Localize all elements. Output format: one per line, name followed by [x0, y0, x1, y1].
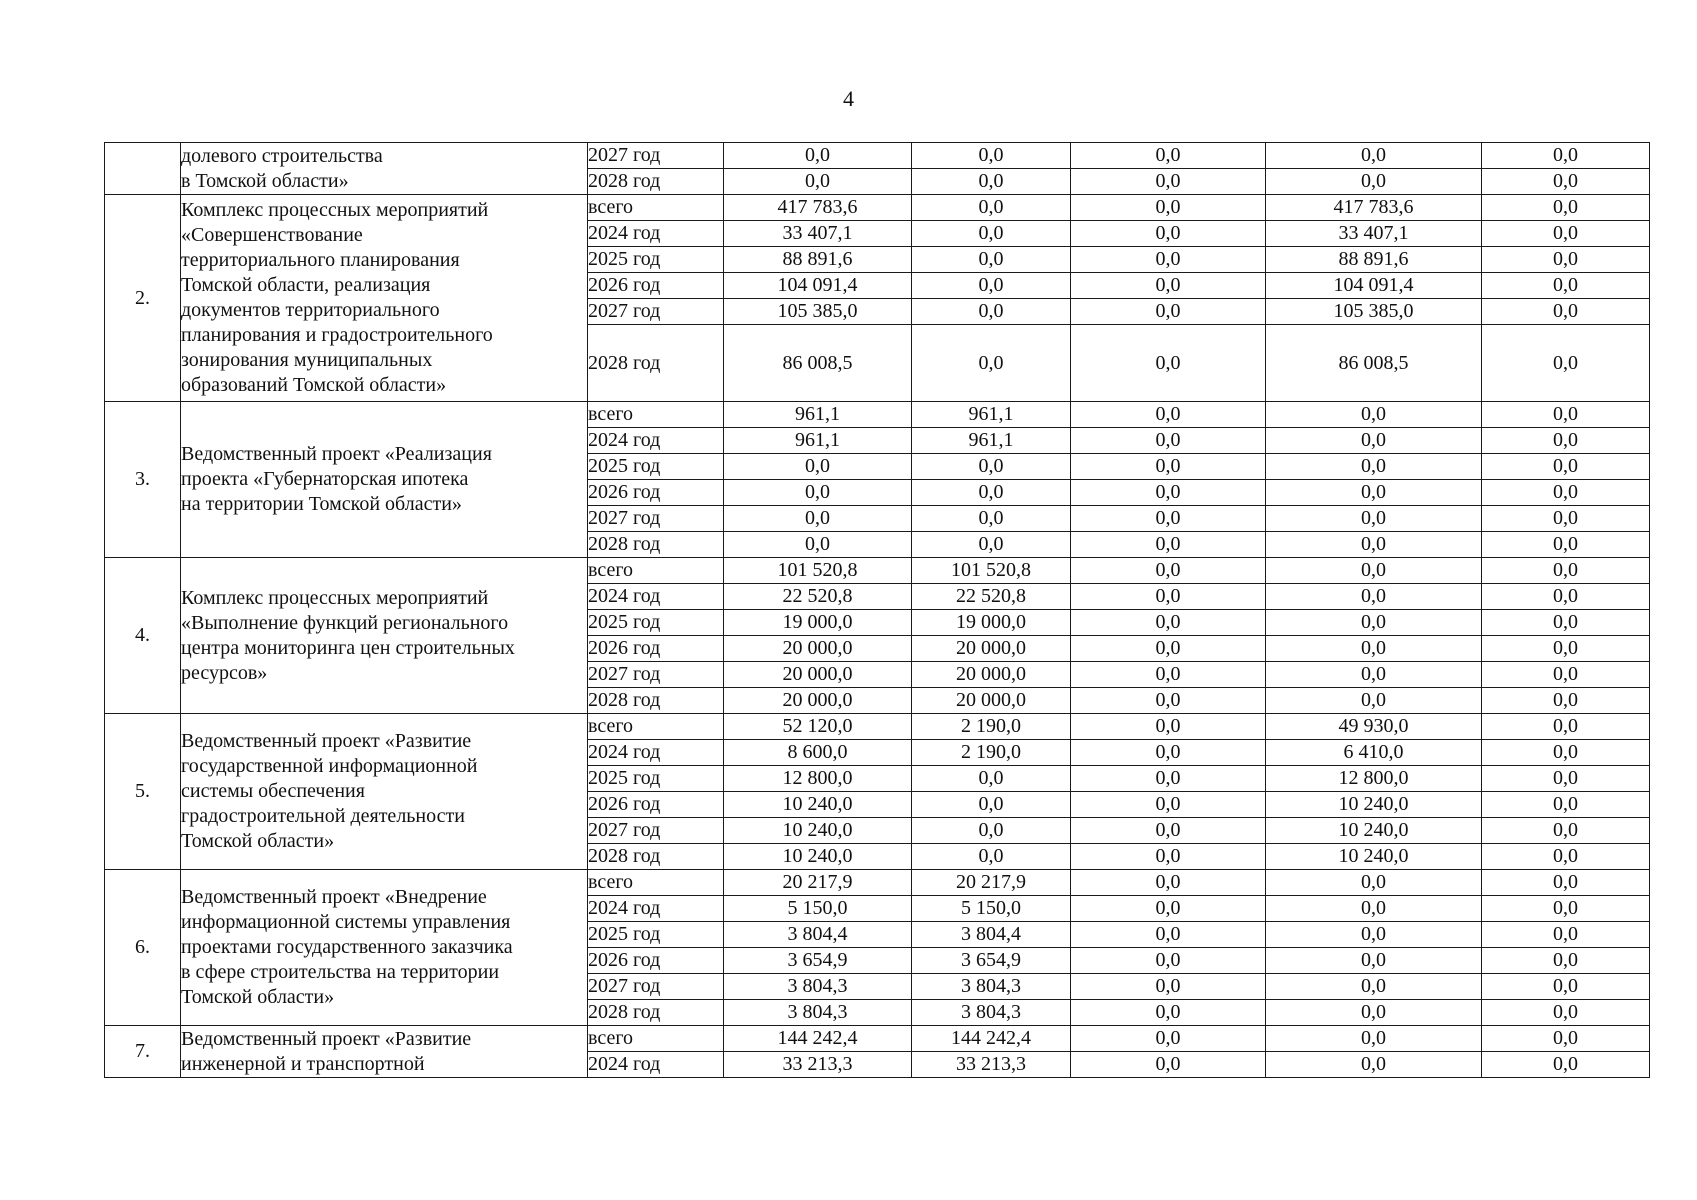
value-col-3-cell: 0,0	[1071, 143, 1266, 169]
value-col-2-cell: 20 000,0	[912, 662, 1071, 688]
year-cell: 2025 год	[588, 922, 724, 948]
year-cell: 2027 год	[588, 662, 724, 688]
measure-name-cell	[181, 195, 588, 402]
value-col-2-cell: 0,0	[912, 480, 1071, 506]
value-col-3-cell: 0,0	[1071, 221, 1266, 247]
value-total-cell: 0,0	[724, 143, 912, 169]
value-col-3-cell: 0,0	[1071, 740, 1266, 766]
measure-name-line: инженерной и транспортной	[181, 1052, 425, 1075]
value-col-5-cell: 0,0	[1482, 714, 1650, 740]
value-col-5-cell: 0,0	[1482, 1026, 1650, 1052]
year-cell: всего	[588, 1026, 724, 1052]
year-cell: 2024 год	[588, 584, 724, 610]
value-col-3-cell: 0,0	[1071, 610, 1266, 636]
value-col-5-cell: 0,0	[1482, 662, 1650, 688]
measure-name-line: планирования и градостроительного	[181, 324, 493, 346]
measure-name-line: образований Томской области»	[181, 374, 447, 396]
year-cell: 2027 год	[588, 818, 724, 844]
value-col-5-cell: 0,0	[1482, 325, 1650, 402]
row-number-cell: 6.	[105, 870, 181, 1026]
value-col-3-cell: 0,0	[1071, 662, 1266, 688]
value-col-3-cell: 0,0	[1071, 428, 1266, 454]
year-cell: всего	[588, 714, 724, 740]
value-col-4-cell: 0,0	[1266, 1026, 1482, 1052]
value-col-3-cell: 0,0	[1071, 1026, 1266, 1052]
value-total-cell: 961,1	[724, 428, 912, 454]
year-cell: 2026 год	[588, 480, 724, 506]
measure-name-line: государственной информационной	[181, 755, 478, 777]
value-col-5-cell: 0,0	[1482, 792, 1650, 818]
value-total-cell: 101 520,8	[724, 558, 912, 584]
page-number: 4	[843, 86, 854, 111]
value-col-2-cell: 20 217,9	[912, 870, 1071, 896]
value-col-3-cell: 0,0	[1071, 454, 1266, 480]
table-row	[105, 402, 1650, 428]
value-col-4-cell: 88 891,6	[1266, 247, 1482, 273]
value-col-3-cell: 0,0	[1071, 584, 1266, 610]
value-col-2-cell: 0,0	[912, 195, 1071, 221]
value-col-5-cell: 0,0	[1482, 247, 1650, 273]
value-col-4-cell: 0,0	[1266, 143, 1482, 169]
value-col-4-cell: 0,0	[1266, 506, 1482, 532]
year-cell: 2027 год	[588, 506, 724, 532]
value-col-2-cell: 961,1	[912, 428, 1071, 454]
value-total-cell: 3 804,4	[724, 922, 912, 948]
measure-name-line: информационной системы управления	[181, 911, 511, 933]
value-col-2-cell: 0,0	[912, 325, 1071, 402]
value-col-2-cell: 0,0	[912, 169, 1071, 195]
value-col-4-cell: 0,0	[1266, 402, 1482, 428]
value-col-5-cell: 0,0	[1482, 766, 1650, 792]
value-col-4-cell: 12 800,0	[1266, 766, 1482, 792]
value-col-4-cell: 0,0	[1266, 558, 1482, 584]
value-col-5-cell: 0,0	[1482, 870, 1650, 896]
value-col-4-cell: 105 385,0	[1266, 299, 1482, 325]
value-col-5-cell: 0,0	[1482, 922, 1650, 948]
value-total-cell: 8 600,0	[724, 740, 912, 766]
value-col-5-cell: 0,0	[1482, 169, 1650, 195]
value-col-3-cell: 0,0	[1071, 169, 1266, 195]
value-col-4-cell: 0,0	[1266, 870, 1482, 896]
value-col-4-cell: 0,0	[1266, 610, 1482, 636]
measure-name-line: Ведомственный проект «Внедрение	[181, 886, 487, 908]
year-cell: 2026 год	[588, 636, 724, 662]
measure-name-line: Ведомственный проект «Развитие	[181, 1027, 472, 1050]
value-total-cell: 5 150,0	[724, 896, 912, 922]
row-number-cell: 5.	[105, 714, 181, 870]
value-col-5-cell: 0,0	[1482, 584, 1650, 610]
value-col-5-cell: 0,0	[1482, 506, 1650, 532]
value-col-5-cell: 0,0	[1482, 299, 1650, 325]
value-col-5-cell: 0,0	[1482, 948, 1650, 974]
year-cell: всего	[588, 558, 724, 584]
value-total-cell: 10 240,0	[724, 844, 912, 870]
value-col-5-cell: 0,0	[1482, 558, 1650, 584]
value-col-4-cell: 0,0	[1266, 948, 1482, 974]
value-col-4-cell: 10 240,0	[1266, 844, 1482, 870]
value-col-5-cell: 0,0	[1482, 454, 1650, 480]
year-cell: 2028 год	[588, 325, 724, 402]
value-col-5-cell: 0,0	[1482, 974, 1650, 1000]
value-total-cell: 0,0	[724, 169, 912, 195]
value-col-3-cell: 0,0	[1071, 922, 1266, 948]
table-row	[105, 195, 1650, 221]
value-col-3-cell: 0,0	[1071, 844, 1266, 870]
value-total-cell: 52 120,0	[724, 714, 912, 740]
measure-name-line: Комплекс процессных мероприятий	[181, 586, 489, 609]
measure-name-cell	[181, 558, 588, 714]
value-col-3-cell: 0,0	[1071, 636, 1266, 662]
year-cell: всего	[588, 402, 724, 428]
measure-name-cell	[181, 870, 588, 1026]
value-total-cell: 20 217,9	[724, 870, 912, 896]
value-col-2-cell: 3 654,9	[912, 948, 1071, 974]
measure-name-line: системы обеспечения	[181, 780, 365, 802]
value-col-2-cell: 20 000,0	[912, 688, 1071, 714]
measure-name-line: Томской области»	[181, 986, 335, 1008]
value-col-2-cell: 0,0	[912, 506, 1071, 532]
value-col-2-cell: 2 190,0	[912, 714, 1071, 740]
year-cell: 2024 год	[588, 221, 724, 247]
value-total-cell: 20 000,0	[724, 662, 912, 688]
value-col-5-cell: 0,0	[1482, 636, 1650, 662]
value-col-3-cell: 0,0	[1071, 325, 1266, 402]
value-col-3-cell: 0,0	[1071, 766, 1266, 792]
value-col-3-cell: 0,0	[1071, 870, 1266, 896]
value-col-2-cell: 0,0	[912, 766, 1071, 792]
value-col-5-cell: 0,0	[1482, 740, 1650, 766]
value-col-2-cell: 0,0	[912, 143, 1071, 169]
value-col-3-cell: 0,0	[1071, 688, 1266, 714]
year-cell: 2026 год	[588, 273, 724, 299]
row-number-cell: 3.	[105, 402, 181, 558]
row-number-cell: 4.	[105, 558, 181, 714]
value-col-2-cell: 0,0	[912, 844, 1071, 870]
measure-name-cell	[181, 402, 588, 558]
value-col-2-cell: 961,1	[912, 402, 1071, 428]
table-row	[105, 714, 1650, 740]
value-col-3-cell: 0,0	[1071, 299, 1266, 325]
measure-name-line: «Выполнение функций регионального	[181, 611, 509, 634]
value-col-2-cell: 22 520,8	[912, 584, 1071, 610]
row-number-cell: 2.	[105, 195, 181, 402]
measure-name-line: проекта «Губернаторская ипотека	[181, 468, 469, 490]
value-col-3-cell: 0,0	[1071, 506, 1266, 532]
value-col-2-cell: 0,0	[912, 221, 1071, 247]
value-col-3-cell: 0,0	[1071, 480, 1266, 506]
value-total-cell: 88 891,6	[724, 247, 912, 273]
value-col-5-cell: 0,0	[1482, 221, 1650, 247]
measure-name-line: долевого строительства	[181, 144, 383, 167]
value-total-cell: 33 213,3	[724, 1052, 912, 1078]
value-col-4-cell: 0,0	[1266, 1052, 1482, 1078]
value-total-cell: 3 804,3	[724, 1000, 912, 1026]
value-total-cell: 33 407,1	[724, 221, 912, 247]
year-cell: 2027 год	[588, 974, 724, 1000]
value-total-cell: 144 242,4	[724, 1026, 912, 1052]
value-col-4-cell: 10 240,0	[1266, 792, 1482, 818]
value-total-cell: 12 800,0	[724, 766, 912, 792]
value-total-cell: 104 091,4	[724, 273, 912, 299]
value-col-5-cell: 0,0	[1482, 480, 1650, 506]
value-col-5-cell: 0,0	[1482, 844, 1650, 870]
value-col-4-cell: 33 407,1	[1266, 221, 1482, 247]
measure-name-line: документов территориального	[181, 299, 440, 321]
year-cell: 2025 год	[588, 247, 724, 273]
value-total-cell: 961,1	[724, 402, 912, 428]
value-col-4-cell: 6 410,0	[1266, 740, 1482, 766]
value-total-cell: 0,0	[724, 480, 912, 506]
value-col-5-cell: 0,0	[1482, 818, 1650, 844]
year-cell: всего	[588, 870, 724, 896]
value-col-4-cell: 0,0	[1266, 584, 1482, 610]
value-col-5-cell: 0,0	[1482, 273, 1650, 299]
value-col-2-cell: 19 000,0	[912, 610, 1071, 636]
value-col-3-cell: 0,0	[1071, 195, 1266, 221]
value-col-3-cell: 0,0	[1071, 792, 1266, 818]
table-row	[105, 1026, 1650, 1052]
value-total-cell: 0,0	[724, 532, 912, 558]
value-col-4-cell: 49 930,0	[1266, 714, 1482, 740]
year-cell: 2026 год	[588, 948, 724, 974]
value-col-3-cell: 0,0	[1071, 948, 1266, 974]
measure-name-line: Томской области»	[181, 830, 335, 852]
value-col-4-cell: 0,0	[1266, 1000, 1482, 1026]
value-col-2-cell: 20 000,0	[912, 636, 1071, 662]
value-col-2-cell: 3 804,4	[912, 922, 1071, 948]
value-col-4-cell: 0,0	[1266, 480, 1482, 506]
value-total-cell: 3 654,9	[724, 948, 912, 974]
year-cell: 2024 год	[588, 1052, 724, 1078]
value-col-5-cell: 0,0	[1482, 896, 1650, 922]
year-cell: 2028 год	[588, 1000, 724, 1026]
year-cell: 2027 год	[588, 143, 724, 169]
measure-name-line: в сфере строительства на территории	[181, 961, 500, 983]
value-col-4-cell: 10 240,0	[1266, 818, 1482, 844]
value-col-2-cell: 2 190,0	[912, 740, 1071, 766]
value-col-4-cell: 0,0	[1266, 974, 1482, 1000]
value-total-cell: 3 804,3	[724, 974, 912, 1000]
row-number-cell: 7.	[105, 1026, 181, 1078]
value-col-4-cell: 86 008,5	[1266, 325, 1482, 402]
value-col-3-cell: 0,0	[1071, 558, 1266, 584]
measure-name-line: в Томской области»	[181, 169, 349, 192]
measure-name-line: «Совершенствование	[181, 224, 363, 246]
value-total-cell: 10 240,0	[724, 792, 912, 818]
year-cell: 2026 год	[588, 792, 724, 818]
value-col-2-cell: 0,0	[912, 273, 1071, 299]
value-total-cell: 22 520,8	[724, 584, 912, 610]
value-col-5-cell: 0,0	[1482, 1000, 1650, 1026]
measure-name-cell	[181, 714, 588, 870]
year-cell: 2024 год	[588, 740, 724, 766]
value-col-4-cell: 104 091,4	[1266, 273, 1482, 299]
year-cell: 2024 год	[588, 896, 724, 922]
measure-name-line: зонирования муниципальных	[181, 349, 433, 371]
value-total-cell: 20 000,0	[724, 636, 912, 662]
value-col-2-cell: 5 150,0	[912, 896, 1071, 922]
value-total-cell: 417 783,6	[724, 195, 912, 221]
row-number-cell	[105, 143, 181, 195]
measure-name-line: проектами государственного заказчика	[181, 936, 513, 958]
value-col-4-cell: 0,0	[1266, 662, 1482, 688]
measure-name-line: ресурсов»	[181, 661, 268, 684]
year-cell: 2028 год	[588, 688, 724, 714]
value-col-2-cell: 3 804,3	[912, 974, 1071, 1000]
value-total-cell: 86 008,5	[724, 325, 912, 402]
year-cell: всего	[588, 195, 724, 221]
value-col-2-cell: 0,0	[912, 454, 1071, 480]
value-col-4-cell: 0,0	[1266, 532, 1482, 558]
year-cell: 2028 год	[588, 532, 724, 558]
value-total-cell: 0,0	[724, 454, 912, 480]
measure-name-line: градостроительной деятельности	[181, 805, 465, 827]
value-col-4-cell: 0,0	[1266, 636, 1482, 662]
measure-name-line: центра мониторинга цен строительных	[181, 636, 515, 659]
value-col-5-cell: 0,0	[1482, 532, 1650, 558]
value-col-2-cell: 0,0	[912, 792, 1071, 818]
value-col-4-cell: 0,0	[1266, 169, 1482, 195]
year-cell: 2025 год	[588, 454, 724, 480]
value-col-3-cell: 0,0	[1071, 247, 1266, 273]
value-col-5-cell: 0,0	[1482, 610, 1650, 636]
value-total-cell: 20 000,0	[724, 688, 912, 714]
measure-name-line: Ведомственный проект «Реализация	[181, 443, 492, 465]
year-cell: 2027 год	[588, 299, 724, 325]
value-col-3-cell: 0,0	[1071, 402, 1266, 428]
measure-name-line: Томской области, реализация	[181, 274, 431, 296]
value-col-2-cell: 33 213,3	[912, 1052, 1071, 1078]
value-total-cell: 0,0	[724, 506, 912, 532]
year-cell: 2028 год	[588, 844, 724, 870]
value-col-2-cell: 0,0	[912, 247, 1071, 273]
value-col-4-cell: 0,0	[1266, 454, 1482, 480]
value-col-2-cell: 0,0	[912, 299, 1071, 325]
measure-name-line: Комплекс процессных мероприятий	[181, 199, 489, 221]
measure-name-line: на территории Томской области»	[181, 493, 462, 515]
table-row	[105, 870, 1650, 896]
value-col-5-cell: 0,0	[1482, 143, 1650, 169]
value-col-3-cell: 0,0	[1071, 896, 1266, 922]
table-row	[105, 558, 1650, 584]
value-col-4-cell: 0,0	[1266, 428, 1482, 454]
value-col-4-cell: 0,0	[1266, 688, 1482, 714]
year-cell: 2024 год	[588, 428, 724, 454]
value-col-2-cell: 0,0	[912, 818, 1071, 844]
measure-name-line: территориального планирования	[181, 249, 460, 271]
year-cell: 2028 год	[588, 169, 724, 195]
value-col-3-cell: 0,0	[1071, 974, 1266, 1000]
value-col-2-cell: 101 520,8	[912, 558, 1071, 584]
year-cell: 2025 год	[588, 766, 724, 792]
measure-name-cell	[181, 1026, 588, 1078]
value-col-5-cell: 0,0	[1482, 428, 1650, 454]
value-col-4-cell: 0,0	[1266, 896, 1482, 922]
value-col-4-cell: 0,0	[1266, 922, 1482, 948]
value-col-2-cell: 144 242,4	[912, 1026, 1071, 1052]
value-col-5-cell: 0,0	[1482, 402, 1650, 428]
value-col-3-cell: 0,0	[1071, 1000, 1266, 1026]
value-col-2-cell: 3 804,3	[912, 1000, 1071, 1026]
measure-name-cell	[181, 143, 588, 195]
value-col-3-cell: 0,0	[1071, 818, 1266, 844]
value-col-5-cell: 0,0	[1482, 688, 1650, 714]
value-total-cell: 105 385,0	[724, 299, 912, 325]
value-col-3-cell: 0,0	[1071, 714, 1266, 740]
value-col-2-cell: 0,0	[912, 532, 1071, 558]
measure-name-line: Ведомственный проект «Развитие	[181, 730, 472, 752]
value-total-cell: 10 240,0	[724, 818, 912, 844]
value-col-4-cell: 417 783,6	[1266, 195, 1482, 221]
budget-table	[104, 142, 1650, 1078]
year-cell: 2025 год	[588, 610, 724, 636]
value-col-3-cell: 0,0	[1071, 273, 1266, 299]
value-col-3-cell: 0,0	[1071, 532, 1266, 558]
value-col-5-cell: 0,0	[1482, 1052, 1650, 1078]
table-row	[105, 143, 1650, 169]
value-col-3-cell: 0,0	[1071, 1052, 1266, 1078]
value-col-5-cell: 0,0	[1482, 195, 1650, 221]
value-total-cell: 19 000,0	[724, 610, 912, 636]
